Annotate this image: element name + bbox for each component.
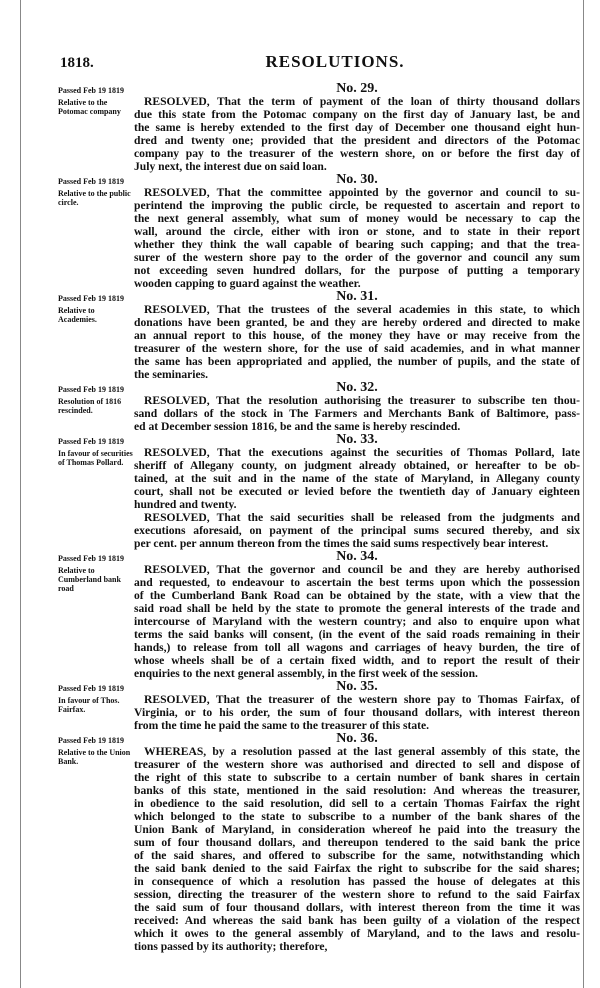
subject-note: Relative to the public circle. xyxy=(58,189,131,207)
text-line: RESOLVED, That the trustees of the several academies in this state, to which xyxy=(144,303,580,316)
scan-edge-line xyxy=(583,0,584,988)
passed-date-note: Passed Feb 19 1819 xyxy=(58,294,124,303)
resolution-text xyxy=(134,433,580,550)
resolution-section xyxy=(58,550,582,680)
text-line: Virginia, or to his order, the sum of four thousand dollars, with interest thereon xyxy=(134,706,580,719)
text-line: tions passed by its authority; therefore, xyxy=(134,940,328,953)
text-line: perintend the improving the public circle, be requested to ascertain and report to xyxy=(134,199,580,212)
text-line: wall, around the circle, either with iron or stone, and to state in their report xyxy=(134,225,580,238)
text-line: RESOLVED, That the term of payment of the loan of thirty thousand dollars xyxy=(144,95,580,108)
resolution-section xyxy=(58,680,582,732)
text-line: in consequence of which a resolution has passed the house of delegates at this xyxy=(134,875,580,888)
text-line: an annual report to this house, of the money they have or may receive from the xyxy=(134,329,580,342)
text-line: enquiries to the next general assembly, in the first week of the session. xyxy=(134,667,478,680)
subject-note: In favour of securities of Thomas Pollard. xyxy=(58,449,133,467)
resolution-text xyxy=(134,173,580,290)
resolution-section xyxy=(58,290,582,381)
text-line: RESOLVED, That the committee appointed by the governor and council to su- xyxy=(144,186,580,199)
text-line: terms the said banks will consent, (in the event of the said roads remaining in their xyxy=(134,628,580,641)
resolution-text xyxy=(134,550,580,680)
subject-note: Relative to Cumberland bank road xyxy=(58,566,121,593)
margin-note xyxy=(58,732,134,953)
resolution-section xyxy=(58,381,582,433)
text-line: hundred and twenty. xyxy=(134,498,237,511)
scan-edge-line xyxy=(20,0,21,988)
subject-note: Relative to the Potomac company xyxy=(58,98,121,116)
margin-note xyxy=(58,381,134,433)
text-line: July next, the interest due on said loan. xyxy=(134,160,327,173)
resolution-section xyxy=(58,82,582,173)
text-line: banks of this state, mentioned in the said resolution: And whereas the treasurer, xyxy=(134,784,580,797)
text-line: whether they think the wall capable of bearing such capping; and that the trea- xyxy=(134,238,580,251)
text-line: surer of the western shore pay to the order of the governor and council any sum xyxy=(134,251,580,264)
text-line: from the time he paid the same to the treasurer of this state. xyxy=(134,719,430,732)
text-line: of the said shares, and offered to subscribe for the same, notwithstanding which xyxy=(134,849,580,862)
text-line: Union Bank of Maryland, in consideration whereof he paid into the treasury the xyxy=(134,823,580,836)
text-line: ed at December session 1816, be and the same is hereby rescinded. xyxy=(134,420,461,433)
subject-note: Relative to Academies. xyxy=(58,306,97,324)
text-line: RESOLVED, That the treasurer of the western shore pay to Thomas Fairfax, of xyxy=(144,693,580,706)
text-line: the same is hereby extended to the first day of December one thousand eight hun- xyxy=(134,121,580,134)
text-line: RESOLVED, That the executions against the securities of Thomas Pollard, late xyxy=(144,446,580,459)
text-line: which it owes to the general assembly of Maryland, and to the laws and resolu- xyxy=(134,927,580,940)
text-line: donations have been granted, be and they are hereby ordered and directed to make xyxy=(134,316,580,329)
subject-note: In favour of Thos. Fairfax. xyxy=(58,696,120,714)
resolution-text xyxy=(134,82,580,173)
resolution-number: No. 32. xyxy=(336,380,378,395)
passed-date-note: Passed Feb 19 1819 xyxy=(58,736,124,745)
resolution-text xyxy=(134,680,580,732)
passed-date-note: Passed Feb 19 1819 xyxy=(58,385,124,394)
text-line: due this state from the Potomac company on the first day of January last, be and xyxy=(134,108,580,121)
text-line: in obedience to the said resolution, did sell to a certain Thomas Fairfax the right xyxy=(134,797,580,810)
resolutions-body xyxy=(58,82,582,953)
margin-note xyxy=(58,680,134,732)
text-line: the right of this state to subscribe to a certain number of bank shares in certain xyxy=(134,771,580,784)
resolution-number: No. 34. xyxy=(336,549,378,564)
page-title: RESOLUTIONS. xyxy=(265,52,405,71)
margin-note xyxy=(58,550,134,680)
resolution-section xyxy=(58,433,582,550)
text-line: wooden capping to guard against the weather. xyxy=(134,277,361,290)
text-line: whose wheels shall be of a certain fixed width, and to report the result of their xyxy=(134,654,580,667)
resolution-number: No. 33. xyxy=(336,432,378,447)
text-line: RESOLVED, That the resolution authorising the treasurer to subscribe ten thou- xyxy=(144,394,580,407)
text-line: the said sum of four thousand dollars, with interest thereon from the time it was xyxy=(134,901,580,914)
text-line: RESOLVED, That the governor and council be and they are hereby authorised xyxy=(144,563,580,576)
text-line: RESOLVED, That the said securities shall be released from the judgments and xyxy=(144,511,580,524)
text-line: tained, at the suit and in the name of the state of Maryland, in Allegany county xyxy=(134,472,580,485)
text-line: hands,) to release from toll all wagons and carriages of heavy burden, the tire of xyxy=(134,641,580,654)
resolution-number: No. 36. xyxy=(336,731,378,746)
margin-note xyxy=(58,82,134,173)
text-line: the same has been appropriated and applied, the number of pupils, and the state of xyxy=(134,355,580,368)
text-line: treasurer of the western shore was authorised and directed to sell and dispose of xyxy=(134,758,580,771)
text-line: court, shall not be executed or levied before the twentieth day of January eighteen xyxy=(134,485,580,498)
passed-date-note: Passed Feb 19 1819 xyxy=(58,177,124,186)
margin-note xyxy=(58,433,134,550)
resolution-number: No. 35. xyxy=(336,679,378,694)
text-line: the next general assembly, what sum of money would be necessary to cap the xyxy=(134,212,580,225)
text-line: company pay to the treasurer of the western shore, on or before the first day of xyxy=(134,147,580,160)
resolution-number: No. 29. xyxy=(336,81,378,96)
margin-note xyxy=(58,173,134,290)
text-line: dred and twenty one; provided that the president and directors of the Potomac xyxy=(134,134,580,147)
resolution-section xyxy=(58,732,582,953)
text-line: the seminaries. xyxy=(134,368,209,381)
text-line: session, directing the treasurer of the western shore to refund to the said Fairfax xyxy=(134,888,580,901)
text-line: sand dollars of the stock in The Farmers and Merchants Bank of Baltimore, pass- xyxy=(134,407,580,420)
text-line: sheriff of Allegany county, on judgment already obtained, or hereafter to be ob- xyxy=(134,459,580,472)
text-line: of the Cumberland Bank Road can be obtained by the state, with a view that the xyxy=(134,589,580,602)
text-line: said road shall be held by the state to promote the general interests of the trade and xyxy=(134,602,580,615)
text-line: intercourse of Maryland with the western country; and also to enquire upon what xyxy=(134,615,580,628)
text-line: not exceeding seven hundred dollars, for the purpose of putting a temporary xyxy=(134,264,580,277)
text-line: and requested, to endeavour to ascertain the best terms upon which the possession xyxy=(134,576,580,589)
text-line: the said bank denied to the said Fairfax the right to subscribe for the said shares; xyxy=(134,862,580,875)
passed-date-note: Passed Feb 19 1819 xyxy=(58,437,124,446)
resolution-text xyxy=(134,381,580,433)
passed-date-note: Passed Feb 19 1819 xyxy=(58,684,124,693)
subject-note: Resolution of 1816 rescinded. xyxy=(58,397,122,415)
subject-note: Relative to the Union Bank. xyxy=(58,748,131,766)
resolution-number: No. 30. xyxy=(336,172,378,187)
text-line: executions aforesaid, on payment of the principal sums secured thereby, and six xyxy=(134,524,580,537)
text-line: per cent. per annum thereon from the times the said sums respectively bear interest. xyxy=(134,537,549,550)
resolution-section xyxy=(58,173,582,290)
resolution-text xyxy=(134,290,580,381)
text-line: WHEREAS, by a resolution passed at the last general assembly of this state, the xyxy=(144,745,580,758)
page-year: 1818. xyxy=(60,55,94,71)
resolution-text xyxy=(134,732,580,953)
text-line: sum of four thousand dollars, and thereupon tendered to the said bank the price xyxy=(134,836,580,849)
text-line: treasurer of the western shore, for the use of said academies, and in what manner xyxy=(134,342,580,355)
text-line: which belonged to the state to subscribe to a number of the bank shares of the xyxy=(134,810,580,823)
margin-note xyxy=(58,290,134,381)
resolution-number: No. 31. xyxy=(336,289,378,304)
passed-date-note: Passed Feb 19 1819 xyxy=(58,554,124,563)
passed-date-note: Passed Feb 19 1819 xyxy=(58,86,124,95)
text-line: received: And whereas the said bank has been guilty of a violation of the respect xyxy=(134,914,580,927)
